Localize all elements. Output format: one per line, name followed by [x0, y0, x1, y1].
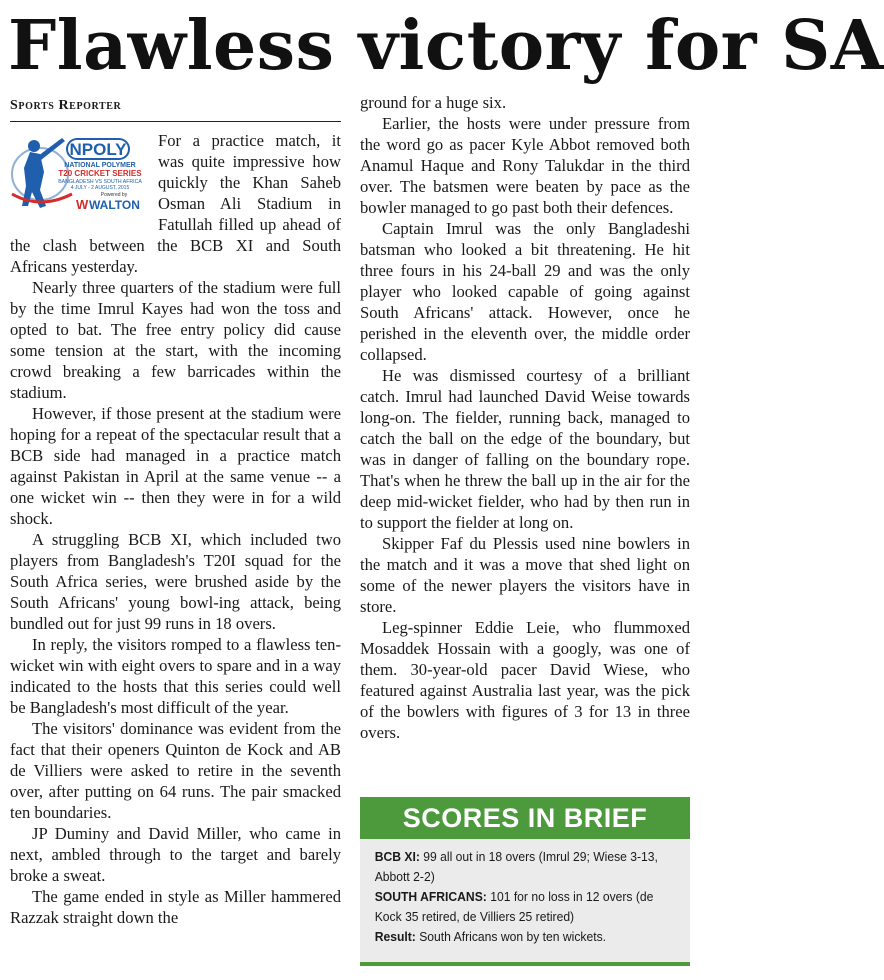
- article-paragraph: In reply, the visitors romped to a flawless ten-wicket win with eight overs to spare and in a way indicated to the hosts that this series could well be Bangladesh's most difficult of the year.: [10, 635, 341, 717]
- article-paragraph: Nearly three quarters of the stadium were full by the time Imrul Kayes had won the toss and opted to bat. The free entry policy did cause some tension at the start, with the incoming crowd breaking a few barricades within the stadium.: [10, 278, 341, 402]
- scores-body: [360, 839, 688, 947]
- article-paragraph: The game ended in style as Miller hammered Razzak straight down the: [10, 887, 341, 927]
- article-paragraph: Skipper Faf du Plessis used nine bowlers in the match and it was a move that shed light on some of the newer players the visitors have in store.: [360, 534, 690, 616]
- logo-powered: Powered by: [100, 192, 128, 198]
- logo-line1: NATIONAL POLYMER: [64, 162, 136, 169]
- logo-brand: NPOLY: [69, 140, 127, 159]
- score-label: Result:: [374, 929, 416, 944]
- article-paragraph: For a practice match, it was quite impressive how quickly the Khan Saheb Osman Ali Stadium in Fatullah filled up ahead of the clash between the BCB XI and South Africans yesterday.: [10, 131, 341, 276]
- svg-text:W: W: [76, 197, 89, 212]
- article-paragraph: The visitors' dominance was evident from the fact that their openers Quinton de Kock and AB de Villiers were asked to retire in the seventh over, after putting on 64 runs. The pair smacked ten boundaries.: [10, 719, 341, 822]
- scores-in-brief-box: [360, 797, 690, 966]
- logo-sponsor: WALTON: [89, 198, 140, 212]
- article-paragraph: Captain Imrul was the only Bangladeshi batsman who looked a bit threatening. He hit three fours in his 24-ball 29 and was the only player who looked capable of going against South Africans' attack. However, once he perished in the eleventh over, the middle order collapsed.: [360, 219, 690, 364]
- article-column-left: [10, 130, 341, 975]
- headline: Flawless victory for SA: [8, 6, 884, 86]
- score-label: SOUTH AFRICANS:: [374, 889, 487, 904]
- score-text: 101 for no loss in 12 overs (de Kock 35 retired, de Villiers 25 retired): [374, 889, 654, 924]
- byline-rule: [10, 121, 341, 122]
- article-paragraph: JP Duminy and David Miller, who came in next, ambled through to the target and barely broke a sweat.: [10, 824, 341, 885]
- article-paragraph: He was dismissed courtesy of a brilliant catch. Imrul had launched David Weise towards long-on. The fielder, running back, managed to catch the ball on the edge of the boundary, but was in danger of falling on the boundary rope. That's when he threw the ball up in the air for the deep mid-wicket fielder, who had by then run in to support the fielder at long on.: [360, 366, 690, 532]
- scores-title: SCORES IN BRIEF: [360, 797, 690, 839]
- byline: Sports Reporter: [10, 98, 122, 113]
- logo-line2: T20 CRICKET SERIES: [58, 169, 142, 178]
- series-logo-graphic: [10, 132, 150, 212]
- series-logo: [10, 132, 150, 212]
- score-text: South Africans won by ten wickets.: [415, 929, 607, 944]
- article-paragraph: However, if those present at the stadium were hoping for a repeat of the spectacular result that a BCB side had managed in a practice match against Pakistan in April at the same venue -- a one wicket win -- then they were in for a wild shock.: [10, 404, 341, 528]
- article-paragraph: Earlier, the hosts were under pressure from the word go as pacer Kyle Abbot removed both Anamul Haque and Rony Talukdar in the third over. The batsmen were beaten by pace as the bowler managed to go past both their defences.: [360, 114, 690, 217]
- article-paragraph: A struggling BCB XI, which included two players from Bangladesh's T20I squad for the South Africa series, were brushed aside by the South Africans' young bowl-ing attack, being bundled out for just 99 runs in 18 overs.: [10, 530, 341, 633]
- score-label: BCB XI:: [374, 849, 420, 864]
- logo-line4: 4 JULY - 2 AUGUST, 2015: [70, 185, 130, 191]
- article-paragraph: Leg-spinner Eddie Leie, who flummoxed Mosaddek Hossain with a googly, was one of them. 30-year-old pacer David Wiese, who featured against Australia last year, was the pick of the bowlers with figures of 3 for 13 in three overs.: [360, 618, 690, 742]
- score-text: 99 all out in 18 overs (Imrul 29; Wiese 3-13, Abbott 2-2): [374, 849, 658, 884]
- score-line: [375, 847, 679, 887]
- logo-line3: BANGLADESH VS SOUTH AFRICA: [58, 179, 142, 185]
- walton-logo: [76, 197, 140, 212]
- score-line: [375, 927, 679, 947]
- article-column-right: [360, 92, 690, 800]
- score-line: [375, 887, 679, 927]
- article-paragraph-continued: ground for a huge six.: [360, 93, 507, 112]
